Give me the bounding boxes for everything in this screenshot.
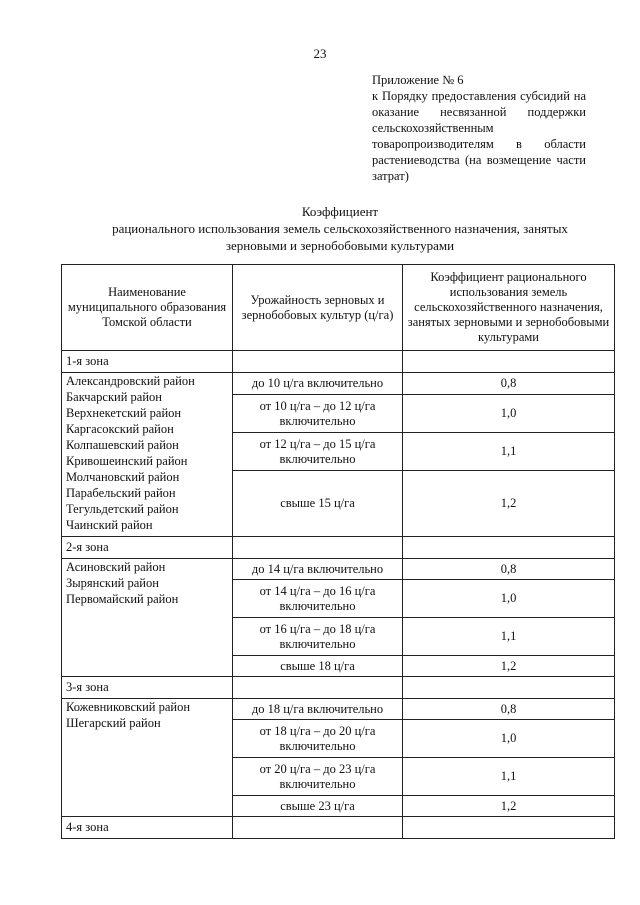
yield-range: от 16 ц/га – до 18 ц/га включительно [233,618,403,656]
district-name: Зырянский район [66,576,159,590]
zone-row [62,351,615,373]
document-title-line-3: зерновыми и зернобобовыми культурами [225,238,455,253]
yield-range: от 14 ц/га – до 16 ц/га включительно [233,580,403,618]
header-coefficient: Коэффициент рационального использования земель сельскохозяйственного назначения, занятых зерновыми и зернобобовыми культурами [403,265,615,351]
empty-cell [233,537,403,559]
empty-cell [233,817,403,839]
districts-cell [62,559,233,677]
empty-cell [403,537,615,559]
coefficient-value: 0,8 [403,699,615,720]
district-name: Кожевниковский район [66,700,191,714]
document-title [60,203,620,254]
yield-range: до 14 ц/га включительно [233,559,403,580]
district-name: Чаинский район [66,518,153,532]
districts-cell [62,699,233,817]
district-name: Александровский район [66,374,195,388]
coefficient-value: 0,8 [403,373,615,395]
coefficient-value: 1,0 [403,395,615,433]
coefficient-value: 1,1 [403,758,615,796]
coefficient-table [61,264,615,839]
table-row [62,559,615,580]
table-row [62,373,615,395]
yield-range: свыше 15 ц/га [233,471,403,537]
yield-range: от 18 ц/га – до 20 ц/га включительно [233,720,403,758]
empty-cell [233,351,403,373]
district-name: Первомайский район [66,592,179,606]
district-name: Тегульдетский район [66,502,179,516]
page-number: 23 [313,46,327,61]
yield-range: до 18 ц/га включительно [233,699,403,720]
zone-name: 3-я зона [62,677,233,699]
empty-cell [403,351,615,373]
zone-name: 1-я зона [62,351,233,373]
district-name: Верхнекетский район [66,406,182,420]
yield-range: от 12 ц/га – до 15 ц/га включительно [233,433,403,471]
document-title-line-1: Коэффициент [301,204,379,219]
empty-cell [403,817,615,839]
table-header-row [62,265,615,351]
coefficient-value: 1,0 [403,580,615,618]
coefficient-value: 1,0 [403,720,615,758]
empty-cell [403,677,615,699]
header-yield: Урожайность зерновых и зернобобовых культур (ц/га) [233,265,403,351]
document-title-line-2: рационального использования земель сельскохозяйственного назначения, занятых [112,221,568,236]
district-name: Асиновский район [66,560,166,574]
coefficient-value: 1,2 [403,796,615,817]
table-body [62,351,615,839]
header-municipality: Наименование муниципального образования Томской области [62,265,233,351]
zone-name: 2-я зона [62,537,233,559]
coefficient-value: 1,2 [403,656,615,677]
zone-name: 4-я зона [62,817,233,839]
zone-row [62,537,615,559]
empty-cell [233,677,403,699]
yield-range: от 20 ц/га – до 23 ц/га включительно [233,758,403,796]
coefficient-value: 1,2 [403,471,615,537]
coefficient-value: 1,1 [403,618,615,656]
district-name: Молчановский район [66,470,180,484]
district-name: Кривошеинский район [66,454,188,468]
appendix-title: Приложение № 6 [372,73,464,87]
table-row [62,699,615,720]
appendix-body: к Порядку предоставления субсидий на оказание несвязанной поддержки сельскохозяйственным товаропроизводителям в области растениеводства (на возмещение части затрат) [372,89,586,183]
coefficient-value: 1,1 [403,433,615,471]
yield-range: от 10 ц/га – до 12 ц/га включительно [233,395,403,433]
district-name: Парабельский район [66,486,176,500]
districts-cell [62,373,233,537]
appendix-block [372,72,586,184]
district-name: Шегарский район [66,716,161,730]
yield-range: свыше 18 ц/га [233,656,403,677]
zone-row [62,677,615,699]
zone-row [62,817,615,839]
district-name: Колпашевский район [66,438,179,452]
district-name: Каргасокский район [66,422,174,436]
yield-range: свыше 23 ц/га [233,796,403,817]
coefficient-value: 0,8 [403,559,615,580]
yield-range: до 10 ц/га включительно [233,373,403,395]
district-name: Бакчарский район [66,390,162,404]
